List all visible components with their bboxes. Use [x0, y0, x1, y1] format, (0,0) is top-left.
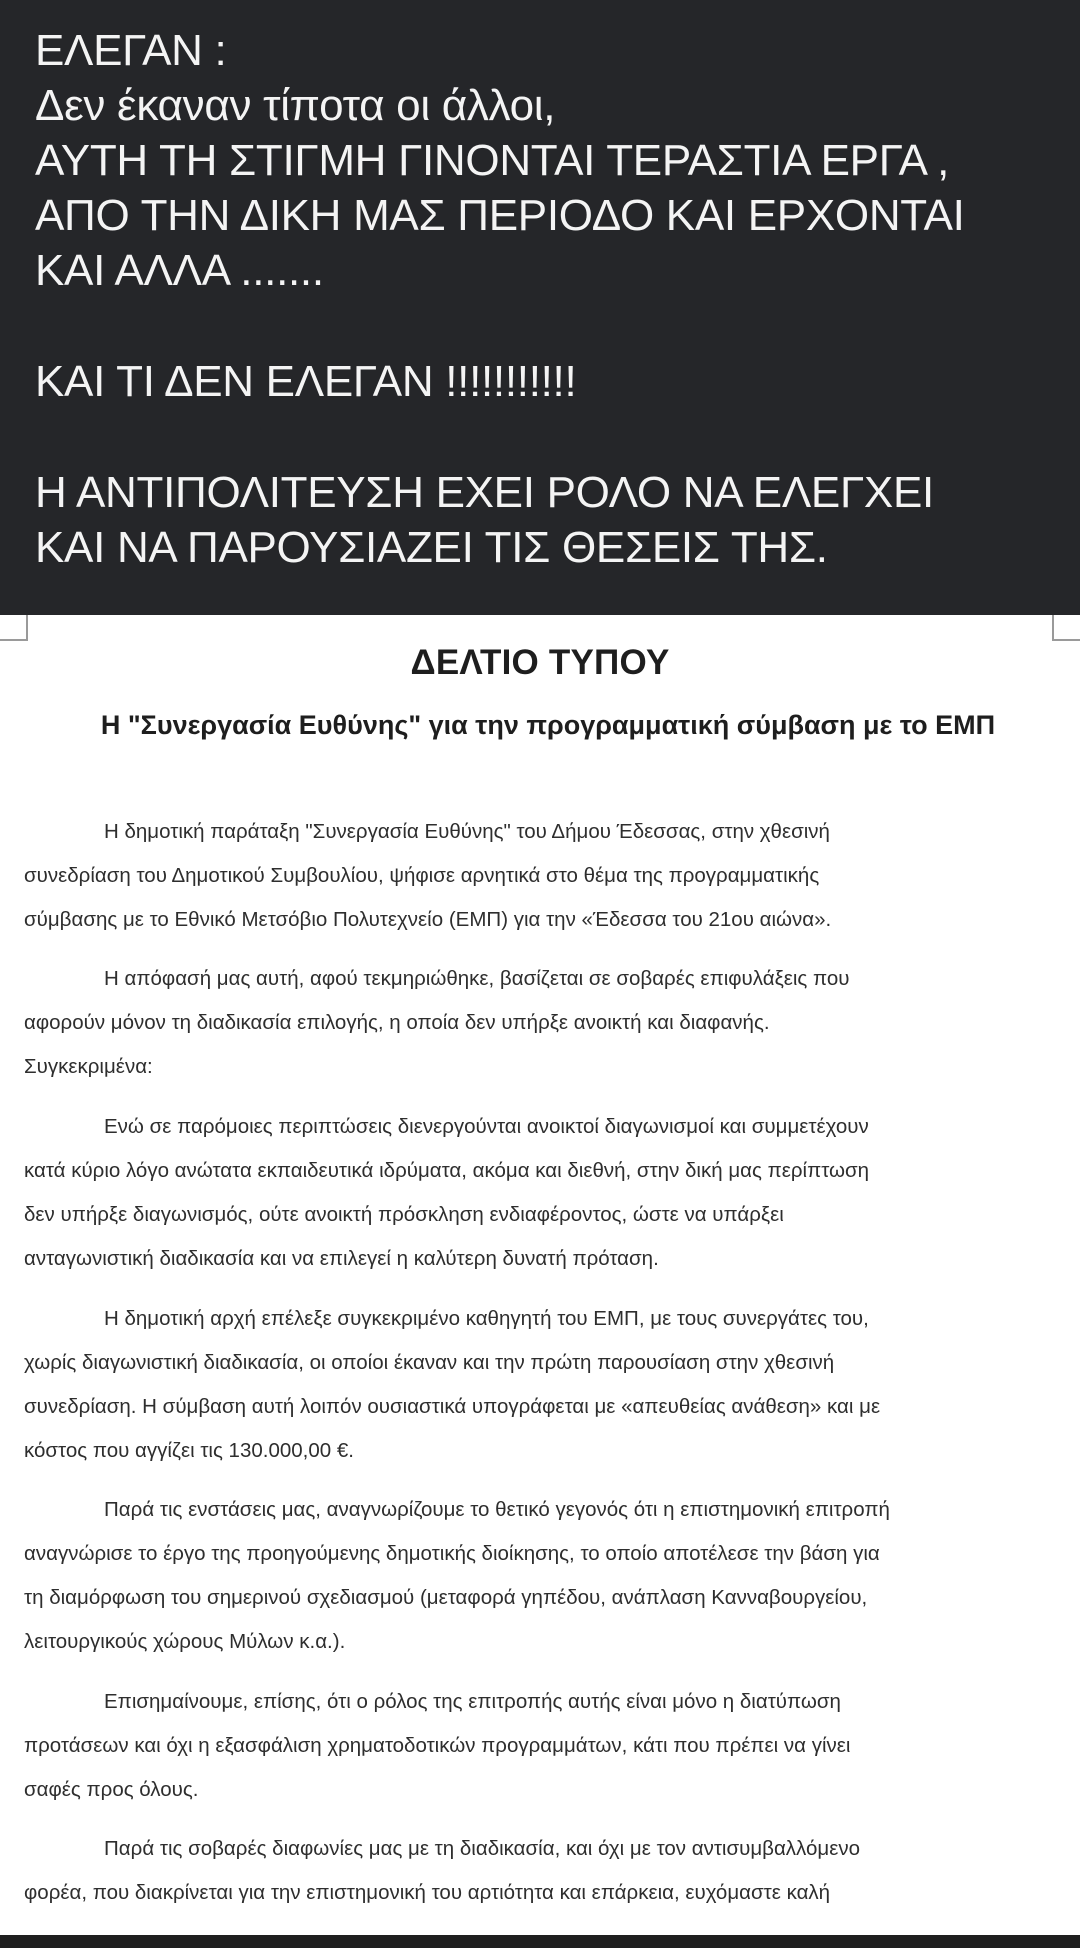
- paragraph: [24, 957, 1064, 1089]
- paragraph: [24, 1827, 1064, 1915]
- paragraph-line: Ενώ σε παρόμοιες περιπτώσεις διενεργούνται ανοικτοί διαγωνισμοί και συμμετέχουν: [104, 1115, 869, 1138]
- page-corner-mark: [0, 615, 28, 641]
- paragraph: [24, 1105, 1064, 1281]
- paragraph: [24, 1297, 1064, 1473]
- caption-line: ΚΑΙ ΑΛΛΑ .......: [35, 246, 324, 295]
- paragraph: [24, 1680, 1064, 1812]
- caption-spacer: [35, 298, 1080, 354]
- document-title: ΔΕΛΤΙΟ ΤΥΠΟΥ: [410, 643, 670, 682]
- paragraph-line: Η απόφασή μας αυτή, αφού τεκμηριώθηκε, βασίζεται σε σοβαρές επιφυλάξεις που: [104, 967, 850, 990]
- press-release-image: [0, 615, 1080, 1935]
- paragraph-line: Η δημοτική αρχή επέλεξε συγκεκριμένο καθηγητή του ΕΜΠ, με τους συνεργάτες του,: [104, 1307, 869, 1330]
- paragraph-line: λειτουργικούς χώρους Μύλων κ.α.).: [24, 1630, 346, 1653]
- page-corner-mark: [1052, 615, 1080, 641]
- paragraph-line: συνεδρίαση. Η σύμβαση αυτή λοιπόν ουσιαστικά υπογράφεται με «απευθείας ανάθεση» και με: [24, 1395, 881, 1418]
- post-caption: [0, 0, 1080, 615]
- paragraph-line: αφορούν μόνον τη διαδικασία επιλογής, η οποία δεν υπήρξε ανοικτή και διαφανής.: [24, 1011, 770, 1034]
- paragraph: [24, 1488, 1064, 1664]
- paragraph-line: σαφές προς όλους.: [24, 1778, 199, 1801]
- paragraph-line: κατά κύριο λόγο ανώτατα εκπαιδευτικά ιδρύματα, ακόμα και διεθνή, στην δική μας περίπτωση: [24, 1159, 870, 1182]
- paragraph-line: κόστος που αγγίζει τις 130.000,00 €.: [24, 1439, 354, 1462]
- paragraph-line: τη διαμόρφωση του σημερινού σχεδιασμού (μεταφορά γηπέδου, ανάπλαση Κανναβουργείου,: [24, 1586, 868, 1609]
- document-subtitle: Η "Συνεργασία Ευθύνης" για την προγραμματική σύμβαση με το ΕΜΠ: [100, 710, 996, 740]
- paragraph-line: Παρά τις σοβαρές διαφωνίες μας με τη διαδικασία, και όχι με τον αντισυμβαλλόμενο: [104, 1837, 860, 1860]
- paragraph-line: Συγκεκριμένα:: [24, 1055, 153, 1078]
- caption-line: Η ΑΝΤΙΠΟΛΙΤΕΥΣΗ ΕΧΕΙ ΡΟΛΟ ΝΑ ΕΛΕΓΧΕΙ: [35, 468, 934, 517]
- caption-line: ΚΑΙ ΤΙ ΔΕΝ ΕΛΕΓΑΝ !!!!!!!!!!!: [35, 357, 577, 406]
- paragraph-line: Επισημαίνουμε, επίσης, ότι ο ρόλος της επιτροπής αυτής είναι μόνο η διατύπωση: [104, 1690, 841, 1713]
- paragraph-line: χωρίς διαγωνιστική διαδικασία, οι οποίοι έκαναν και την πρώτη παρουσίαση στην χθεσινή: [24, 1351, 835, 1374]
- caption-spacer: [35, 409, 1080, 465]
- paragraph-line: ανταγωνιστική διαδικασία και να επιλεγεί η καλύτερη δυνατή πρόταση.: [24, 1247, 659, 1270]
- paragraph-line: Η δημοτική παράταξη "Συνεργασία Ευθύνης" του Δήμου Έδεσσας, στην χθεσινή: [104, 820, 830, 843]
- paragraph-line: δεν υπήρξε διαγωνισμός, ούτε ανοικτή πρόσκληση ενδιαφέροντος, ώστε να υπάρξει: [24, 1203, 784, 1226]
- caption-line: ΕΛΕΓΑΝ :: [35, 26, 227, 75]
- bottom-edge-bar: [0, 1935, 1080, 1948]
- paragraph-line: συνεδρίαση του Δημοτικού Συμβουλίου, ψήφισε αρνητικά στο θέμα της προγραμματικής: [24, 864, 820, 887]
- caption-line: ΑΠΟ ΤΗΝ ΔΙΚΗ ΜΑΣ ΠΕΡΙΟΔΟ ΚΑΙ ΕΡΧΟΝΤΑΙ: [35, 191, 965, 240]
- caption-line: ΚΑΙ ΝΑ ΠΑΡΟΥΣΙΑΖΕΙ ΤΙΣ ΘΕΣΕΙΣ ΤΗΣ.: [35, 523, 828, 572]
- paragraph-line: σύμβασης με το Εθνικό Μετσόβιο Πολυτεχνείο (ΕΜΠ) για την «Έδεσσα του 21ου αιώνα».: [24, 908, 832, 931]
- paragraph-line: αναγνώρισε το έργο της προηγούμενης δημοτικής διοίκησης, το οποίο αποτέλεσε την βάση για: [24, 1542, 880, 1565]
- caption-line: ΑΥΤΗ ΤΗ ΣΤΙΓΜΗ ΓΙΝΟΝΤΑΙ ΤΕΡΑΣΤΙΑ ΕΡΓΑ ,: [35, 136, 950, 185]
- caption-line: Δεν έκαναν τίποτα οι άλλοι,: [35, 81, 556, 130]
- paragraph-line: φορέα, που διακρίνεται για την επιστημονική του αρτιότητα και επάρκεια, ευχόμαστε καλή: [24, 1881, 831, 1904]
- paragraph-line: προτάσεων και όχι η εξασφάλιση χρηματοδοτικών προγραμμάτων, κάτι που πρέπει να γίνει: [24, 1734, 851, 1757]
- paragraph: [24, 810, 1064, 942]
- paragraph-line: Παρά τις ενστάσεις μας, αναγνωρίζουμε το θετικό γεγονός ότι η επιστημονική επιτροπή: [104, 1498, 890, 1521]
